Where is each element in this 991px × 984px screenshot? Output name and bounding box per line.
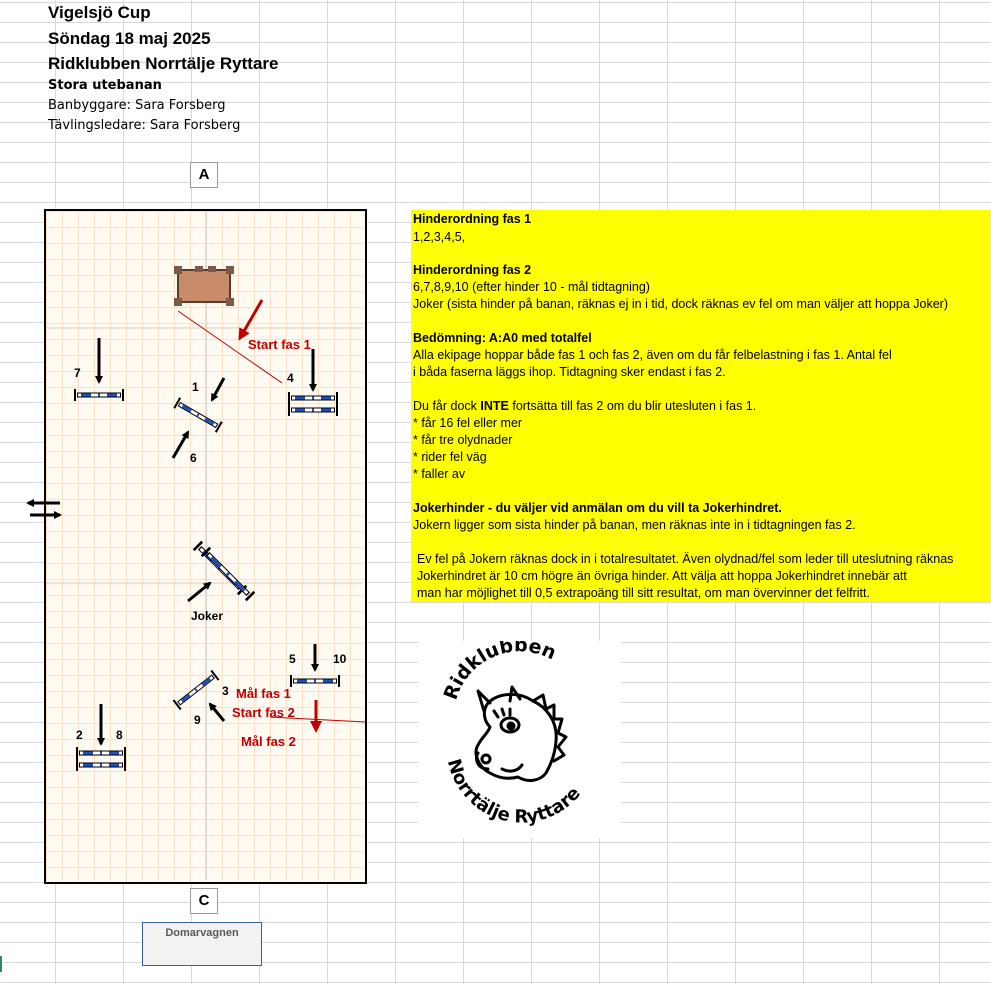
jump-1-6	[174, 398, 222, 432]
arena-letter-c: C	[190, 888, 218, 914]
club-logo	[418, 641, 621, 838]
jump-label-10: 10	[333, 652, 347, 666]
jump-label-7: 7	[74, 366, 81, 380]
exclusion-bullet: * får 16 fel eller mer	[413, 416, 523, 430]
judging-text-2: i båda faserna läggs ihop. Tidtagning sker endast i fas 2.	[413, 365, 726, 379]
exclusion-text: Du får dock INTE fortsätta till fas 2 om du blir utesluten i fas 1.	[413, 399, 757, 413]
edge-marker	[0, 956, 2, 972]
jump-5-10	[291, 675, 339, 687]
phase2-order: 6,7,8,9,10 (efter hinder 10 - mål tidtagning)	[413, 280, 650, 294]
arrow-icon	[188, 583, 210, 601]
jump-7	[75, 389, 123, 401]
arrow-icon	[212, 378, 224, 400]
jump-label-5: 5	[289, 652, 296, 666]
jump-label-4: 4	[287, 371, 294, 385]
finish-phase1-label: Mål fas 1	[236, 686, 291, 701]
joker-text: Jokern ligger som sista hinder på banan, men räknas inte in i tidtagningen fas 2.	[413, 518, 856, 532]
jump-label-2: 2	[76, 728, 83, 742]
exclusion-bullet: * faller av	[413, 467, 466, 481]
arrow-icon	[173, 432, 188, 458]
joker-label: Joker	[191, 609, 224, 623]
event-title: Vigelsjö Cup	[48, 3, 151, 22]
red-arrow-icon	[240, 300, 262, 338]
joker-text-2: Ev fel på Jokern räknas dock in i totalresultatet. Även olydnad/fel som leder till uteslutning räknas	[417, 552, 954, 566]
jump-label-8: 8	[116, 728, 123, 742]
jump-label-6: 6	[190, 451, 197, 465]
course-diagram	[0, 0, 410, 984]
jump-2-8	[77, 747, 125, 759]
club-name: Ridklubben Norrtälje Ryttare	[48, 54, 279, 73]
wall-obstacle	[174, 266, 234, 306]
arena-letter-a: A	[190, 162, 218, 188]
judging-text-1: Alla ekipage hoppar både fas 1 och fas 2, även om du får felbelastning i fas 1. Antal fel	[413, 348, 892, 362]
jump-label-1: 1	[192, 380, 199, 394]
arena-name: Stora utebanan	[48, 78, 162, 93]
judging-heading: Bedömning: A:A0 med totalfel	[413, 331, 592, 345]
logo-top-text: Ridklubben	[439, 641, 560, 703]
event-date: Söndag 18 maj 2025	[48, 29, 211, 48]
finish-phase2-label: Mål fas 2	[241, 734, 296, 749]
judges-box: Domarvagnen	[142, 922, 262, 966]
phase2-heading: Hinderordning fas 2	[413, 263, 532, 277]
jump-3-9	[173, 670, 218, 709]
horse-head-icon	[476, 687, 566, 780]
entrance-arrows-icon	[28, 503, 60, 515]
joker-heading: Jokerhinder - du väljer vid anmälan om du vill ta Jokerhindret.	[413, 501, 782, 515]
arrow-icon	[210, 704, 224, 721]
start-phase1-label: Start fas 1	[248, 337, 311, 352]
competition-leader: Tävlingsledare: Sara Forsberg	[48, 118, 241, 133]
jump-label-9: 9	[194, 713, 201, 727]
phase1-order: 1,2,3,4,5,	[413, 230, 466, 244]
joker-text-3: Jokerhindret är 10 cm högre än övriga hinder. Att välja att hoppa Jokerhindret innebär att	[417, 569, 907, 583]
phase2-joker: Joker (sista hinder på banan, räknas ej in i tid, dock räknas ev fel om man väljer att hoppa Joker)	[413, 297, 948, 311]
course-designer: Banbyggare: Sara Forsberg	[48, 98, 226, 113]
jump-4	[289, 392, 337, 404]
logo-bottom-text: Norrtälje Ryttare	[442, 756, 585, 828]
jump-label-3: 3	[222, 684, 229, 698]
exclusion-bullet: * får tre olydnader	[413, 433, 513, 447]
joker-text-4: man har möjlighet till 0,5 extrapoäng till sitt resultat, om man övervinner det felfritt.	[417, 586, 870, 600]
start-phase2-label: Start fas 2	[232, 705, 295, 720]
course-info-panel	[411, 210, 991, 602]
phase1-heading: Hinderordning fas 1	[413, 212, 532, 226]
exclusion-bullet: * rider fel väg	[413, 450, 487, 464]
